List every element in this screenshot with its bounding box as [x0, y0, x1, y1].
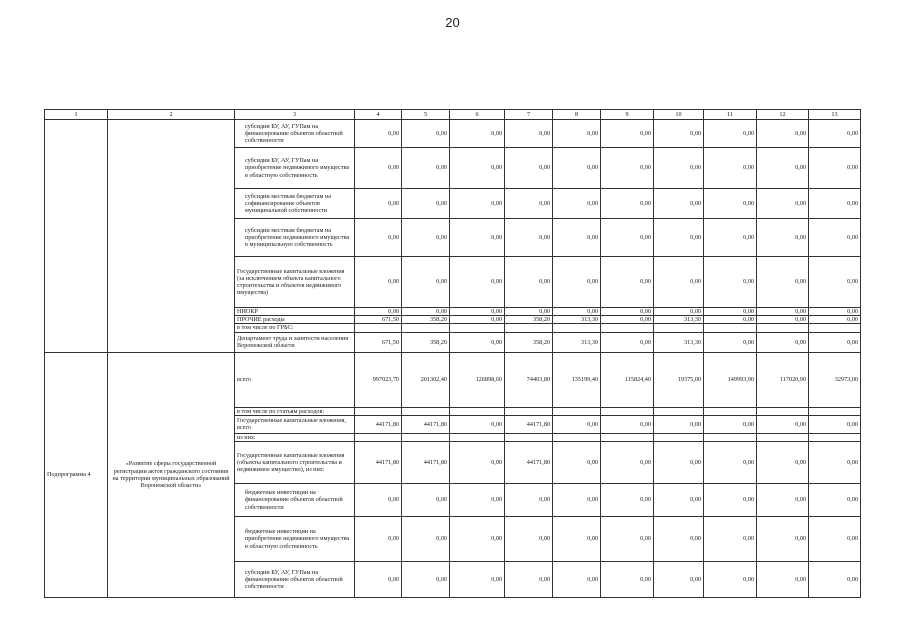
value-cell: 0,00: [505, 120, 553, 148]
column-header: 12: [757, 110, 809, 120]
value-cell: 0,00: [757, 415, 809, 433]
value-cell: 0,00: [654, 562, 704, 598]
column-header: 7: [505, 110, 553, 120]
value-cell: [505, 407, 553, 415]
value-cell: 0,00: [704, 442, 757, 484]
value-cell: 0,00: [450, 308, 505, 316]
value-cell: 0,00: [355, 219, 402, 257]
value-cell: 0,00: [355, 257, 402, 308]
value-cell: [355, 324, 402, 332]
value-cell: 0,00: [654, 308, 704, 316]
value-cell: 201302,40: [402, 352, 450, 407]
row-label: субсидии БУ, АУ, ГУПам на финансирование объектов областной собственности: [235, 120, 355, 148]
value-cell: 0,00: [809, 219, 861, 257]
value-cell: 0,00: [553, 517, 601, 562]
value-cell: 0,00: [704, 332, 757, 352]
value-cell: 0,00: [402, 189, 450, 219]
value-cell: 358,20: [402, 316, 450, 324]
value-cell: 0,00: [704, 316, 757, 324]
value-cell: 0,00: [450, 415, 505, 433]
value-cell: 44171,80: [355, 415, 402, 433]
value-cell: [553, 433, 601, 441]
value-cell: [601, 433, 654, 441]
value-cell: 0,00: [757, 148, 809, 189]
page-number: 20: [445, 15, 460, 30]
column-header: 4: [355, 110, 402, 120]
value-cell: 0,00: [402, 219, 450, 257]
row-label: Департамент труда и занятости населения Воронежской области: [235, 332, 355, 352]
column-header: 2: [108, 110, 235, 120]
table-row: [45, 120, 861, 148]
empty-code-cell: [45, 120, 108, 353]
column-header: 11: [704, 110, 757, 120]
row-label: субсидии местным бюджетам на приобретение недвижимого имущества в муниципальную собственность: [235, 219, 355, 257]
value-cell: 44171,80: [505, 415, 553, 433]
value-cell: [704, 324, 757, 332]
value-cell: 358,20: [505, 332, 553, 352]
value-cell: [809, 324, 861, 332]
value-cell: 0,00: [505, 257, 553, 308]
value-cell: 0,00: [757, 219, 809, 257]
value-cell: 0,00: [704, 517, 757, 562]
value-cell: 0,00: [450, 442, 505, 484]
row-label: бюджетные инвестиции на приобретение недвижимого имущества в областную собственность: [235, 517, 355, 562]
value-cell: 126898,60: [450, 352, 505, 407]
value-cell: 0,00: [553, 120, 601, 148]
empty-name-cell: [108, 120, 235, 353]
row-label: субсидии БУ, АУ, ГУПам на приобретение недвижимого имущества в областную собственность: [235, 148, 355, 189]
value-cell: 74403,80: [505, 352, 553, 407]
value-cell: 0,00: [450, 219, 505, 257]
value-cell: 0,00: [355, 484, 402, 517]
value-cell: 0,00: [505, 219, 553, 257]
value-cell: 0,00: [704, 562, 757, 598]
value-cell: 358,20: [402, 332, 450, 352]
value-cell: 0,00: [809, 415, 861, 433]
header-row: [45, 110, 861, 120]
value-cell: 0,00: [450, 189, 505, 219]
value-cell: [402, 433, 450, 441]
value-cell: 0,00: [355, 517, 402, 562]
value-cell: 0,00: [809, 442, 861, 484]
column-header: 8: [553, 110, 601, 120]
value-cell: 0,00: [704, 219, 757, 257]
row-label: всего: [235, 352, 355, 407]
value-cell: 0,00: [450, 484, 505, 517]
value-cell: [809, 407, 861, 415]
row-label: субсидии местным бюджетам на софинансирование объектов муниципальной собственности: [235, 189, 355, 219]
value-cell: 0,00: [601, 219, 654, 257]
value-cell: 0,00: [757, 562, 809, 598]
row-label: ПРОЧИЕ расходы: [235, 316, 355, 324]
value-cell: 0,00: [757, 308, 809, 316]
value-cell: 0,00: [704, 120, 757, 148]
program-code: Подпрограмма 4: [45, 352, 108, 597]
value-cell: 0,00: [757, 257, 809, 308]
value-cell: 313,30: [553, 332, 601, 352]
value-cell: [654, 407, 704, 415]
value-cell: 0,00: [601, 257, 654, 308]
value-cell: 0,00: [809, 332, 861, 352]
value-cell: 358,20: [505, 316, 553, 324]
value-cell: 0,00: [654, 484, 704, 517]
value-cell: 0,00: [505, 484, 553, 517]
value-cell: [601, 324, 654, 332]
column-header: 9: [601, 110, 654, 120]
value-cell: 0,00: [402, 562, 450, 598]
value-cell: 0,00: [505, 148, 553, 189]
value-cell: 0,00: [809, 562, 861, 598]
value-cell: 0,00: [757, 332, 809, 352]
value-cell: [402, 324, 450, 332]
value-cell: 0,00: [601, 120, 654, 148]
value-cell: 0,00: [450, 517, 505, 562]
value-cell: 0,00: [553, 415, 601, 433]
value-cell: 117020,90: [757, 352, 809, 407]
value-cell: 0,00: [809, 308, 861, 316]
value-cell: 44171,80: [505, 442, 553, 484]
value-cell: 0,00: [757, 517, 809, 562]
value-cell: [553, 407, 601, 415]
value-cell: 0,00: [757, 484, 809, 517]
value-cell: 313,30: [654, 316, 704, 324]
value-cell: 0,00: [355, 308, 402, 316]
value-cell: 0,00: [809, 517, 861, 562]
value-cell: 0,00: [505, 562, 553, 598]
value-cell: 0,00: [601, 189, 654, 219]
value-cell: 0,00: [757, 442, 809, 484]
row-label: Государственные капитальные вложения, всего: [235, 415, 355, 433]
value-cell: 44171,80: [402, 415, 450, 433]
value-cell: [757, 407, 809, 415]
value-cell: 0,00: [450, 120, 505, 148]
value-cell: 0,00: [402, 308, 450, 316]
value-cell: 32973,00: [809, 352, 861, 407]
row-label: Государственные капитальные вложения (объекты капитального строительства и недвижимое имущество), из них:: [235, 442, 355, 484]
row-label: НИОКР: [235, 308, 355, 316]
value-cell: 0,00: [601, 332, 654, 352]
value-cell: 0,00: [601, 484, 654, 517]
value-cell: 0,00: [601, 148, 654, 189]
value-cell: 0,00: [450, 257, 505, 308]
value-cell: 0,00: [505, 189, 553, 219]
value-cell: 0,00: [809, 120, 861, 148]
value-cell: 0,00: [704, 257, 757, 308]
column-header: 13: [809, 110, 861, 120]
value-cell: 0,00: [553, 148, 601, 189]
value-cell: 0,00: [402, 517, 450, 562]
value-cell: [704, 407, 757, 415]
value-cell: [553, 324, 601, 332]
value-cell: [704, 433, 757, 441]
value-cell: [809, 433, 861, 441]
value-cell: [505, 433, 553, 441]
value-cell: 149993,90: [704, 352, 757, 407]
value-cell: 0,00: [757, 120, 809, 148]
value-cell: 0,00: [402, 120, 450, 148]
value-cell: 0,00: [450, 148, 505, 189]
value-cell: [654, 324, 704, 332]
value-cell: [757, 324, 809, 332]
value-cell: 671,50: [355, 332, 402, 352]
value-cell: 997023,70: [355, 352, 402, 407]
value-cell: 0,00: [553, 484, 601, 517]
value-cell: 0,00: [704, 308, 757, 316]
row-label: бюджетные инвестиции на финансирование объектов областной собственности: [235, 484, 355, 517]
value-cell: 0,00: [553, 562, 601, 598]
value-cell: 0,00: [505, 517, 553, 562]
value-cell: 0,00: [553, 308, 601, 316]
value-cell: 671,50: [355, 316, 402, 324]
value-cell: [450, 433, 505, 441]
value-cell: 0,00: [654, 148, 704, 189]
value-cell: 0,00: [601, 517, 654, 562]
value-cell: 0,00: [809, 148, 861, 189]
value-cell: 0,00: [601, 442, 654, 484]
value-cell: 0,00: [553, 189, 601, 219]
program-name: «Развитие сферы государственной регистрации актов гражданского состояния на территории муниципальных образований Воронежской области»: [108, 352, 235, 597]
value-cell: 0,00: [355, 148, 402, 189]
row-label: Государственные капитальные вложения (за исключением объекта капитального строительства и объектов недвижимого имущества): [235, 257, 355, 308]
value-cell: 0,00: [654, 517, 704, 562]
value-cell: 0,00: [654, 120, 704, 148]
value-cell: 0,00: [553, 257, 601, 308]
value-cell: 0,00: [757, 316, 809, 324]
value-cell: 0,00: [809, 484, 861, 517]
row-label: в том числе по ГРБС:: [235, 324, 355, 332]
column-header: 5: [402, 110, 450, 120]
value-cell: 0,00: [355, 562, 402, 598]
value-cell: 0,00: [704, 415, 757, 433]
value-cell: 0,00: [704, 484, 757, 517]
value-cell: [450, 407, 505, 415]
value-cell: 19375,00: [654, 352, 704, 407]
value-cell: 0,00: [601, 316, 654, 324]
value-cell: [757, 433, 809, 441]
value-cell: 0,00: [809, 257, 861, 308]
value-cell: 0,00: [402, 484, 450, 517]
value-cell: 0,00: [355, 189, 402, 219]
value-cell: [402, 407, 450, 415]
value-cell: [355, 407, 402, 415]
value-cell: [601, 407, 654, 415]
value-cell: 0,00: [704, 189, 757, 219]
value-cell: 0,00: [553, 442, 601, 484]
column-header: 6: [450, 110, 505, 120]
row-label: субсидии БУ, АУ, ГУПам на финансирование объектов областной собственности: [235, 562, 355, 598]
row-label: в том числе по статьям расходов:: [235, 407, 355, 415]
column-header: 1: [45, 110, 108, 120]
column-header: 3: [235, 110, 355, 120]
value-cell: [654, 433, 704, 441]
value-cell: 313,30: [654, 332, 704, 352]
value-cell: 0,00: [402, 148, 450, 189]
value-cell: 0,00: [654, 415, 704, 433]
value-cell: 0,00: [601, 562, 654, 598]
value-cell: [450, 324, 505, 332]
value-cell: [355, 433, 402, 441]
value-cell: 0,00: [505, 308, 553, 316]
value-cell: 0,00: [704, 148, 757, 189]
column-header: 10: [654, 110, 704, 120]
value-cell: 0,00: [402, 257, 450, 308]
value-cell: 135199,40: [553, 352, 601, 407]
table-row: [45, 352, 861, 407]
budget-table: [44, 109, 861, 598]
value-cell: 44171,80: [402, 442, 450, 484]
value-cell: 0,00: [450, 316, 505, 324]
value-cell: 0,00: [809, 316, 861, 324]
value-cell: 313,30: [553, 316, 601, 324]
value-cell: 0,00: [654, 257, 704, 308]
value-cell: 0,00: [654, 189, 704, 219]
value-cell: 0,00: [450, 562, 505, 598]
value-cell: 0,00: [553, 219, 601, 257]
value-cell: 44171,80: [355, 442, 402, 484]
value-cell: 0,00: [355, 120, 402, 148]
value-cell: 0,00: [450, 332, 505, 352]
value-cell: 0,00: [654, 219, 704, 257]
value-cell: 0,00: [654, 442, 704, 484]
value-cell: 115824,40: [601, 352, 654, 407]
value-cell: 0,00: [757, 189, 809, 219]
value-cell: 0,00: [601, 415, 654, 433]
value-cell: 0,00: [601, 308, 654, 316]
row-label: из них:: [235, 433, 355, 441]
value-cell: 0,00: [809, 189, 861, 219]
value-cell: [505, 324, 553, 332]
